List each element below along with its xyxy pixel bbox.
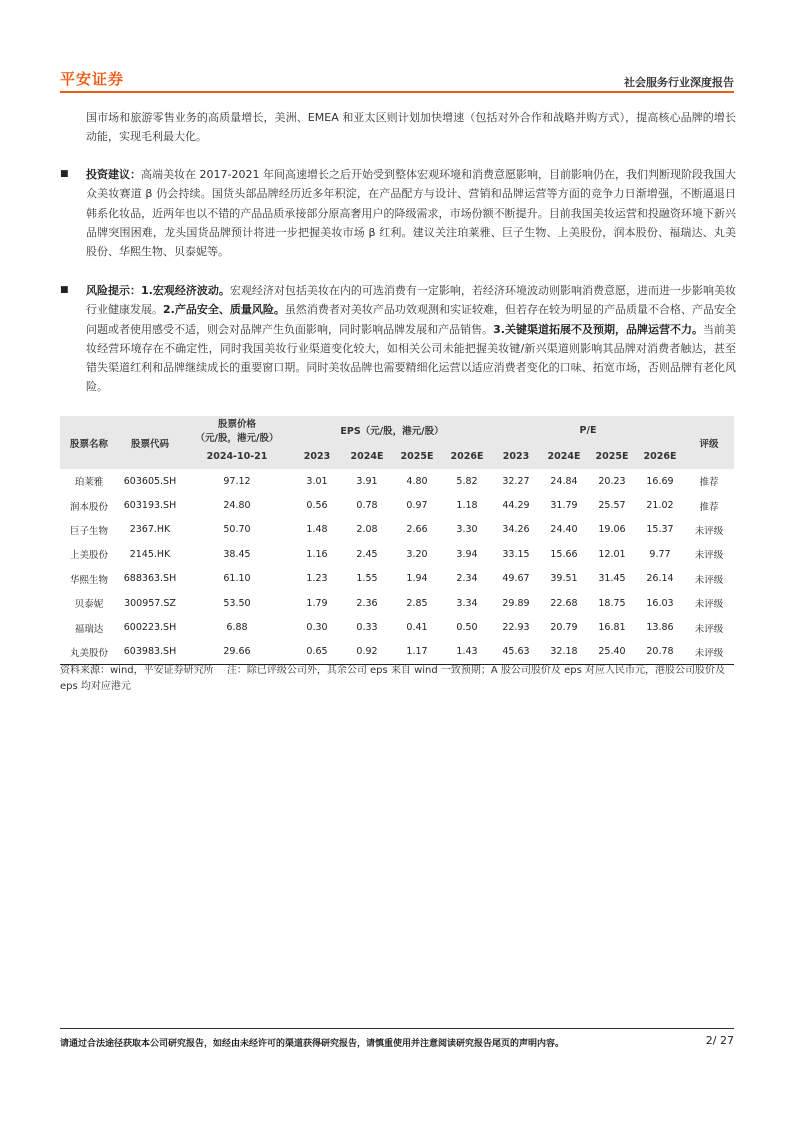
header-pe-year: 2025E bbox=[588, 444, 636, 469]
table-row bbox=[60, 469, 734, 493]
eps-value: 3.94 bbox=[456, 548, 478, 560]
pe-value: 33.15 bbox=[502, 548, 530, 560]
risk-paragraph bbox=[86, 281, 736, 397]
rating: 推荐 bbox=[699, 501, 719, 513]
stock-price: 50.70 bbox=[223, 524, 251, 536]
header-stock-price bbox=[182, 416, 292, 444]
stock-name: 福瑞达 bbox=[74, 623, 104, 635]
table-row bbox=[60, 518, 734, 542]
stock-name: 贝泰妮 bbox=[74, 599, 104, 611]
stock-code: 688363.SH bbox=[123, 573, 177, 585]
table-row bbox=[60, 640, 734, 665]
eps-value: 2.34 bbox=[456, 573, 478, 585]
stock-price: 29.66 bbox=[182, 640, 292, 665]
header-pe: P/E bbox=[492, 416, 684, 444]
pe-value: 16.69 bbox=[646, 475, 674, 487]
eps-value: 1.55 bbox=[356, 573, 378, 585]
footer-divider bbox=[60, 1028, 734, 1029]
pe-value: 25.40 bbox=[588, 640, 636, 665]
pe-value: 9.77 bbox=[649, 548, 671, 560]
pe-value: 34.26 bbox=[502, 524, 530, 536]
stock-code: 600223.SH bbox=[123, 622, 177, 634]
pe-value: 29.89 bbox=[502, 597, 530, 609]
pe-value: 26.14 bbox=[646, 573, 674, 585]
header-pe-year: 2024E bbox=[540, 444, 588, 469]
pe-value: 24.40 bbox=[550, 524, 578, 536]
header-stock-code: 股票代码 bbox=[118, 416, 182, 469]
intro-paragraph: 国市场和旅游零售业务的高质量增长，美洲、EMEA 和亚太区则计划加快增速（包括对外合作和战略并购方式），提高核心品牌的增长动能，实现毛利最大化。 bbox=[86, 111, 736, 144]
stock-price: 61.10 bbox=[223, 573, 251, 585]
risk-label: 风险提示： bbox=[86, 284, 142, 297]
pe-value: 39.51 bbox=[550, 573, 578, 585]
stock-code: 2367.HK bbox=[129, 524, 171, 536]
header-eps-year: 2023 bbox=[292, 444, 342, 469]
pe-value: 31.79 bbox=[550, 500, 578, 512]
table-row bbox=[60, 493, 734, 517]
pe-value: 31.45 bbox=[598, 573, 626, 585]
eps-value: 3.91 bbox=[356, 475, 378, 487]
pe-value: 12.01 bbox=[598, 548, 626, 560]
eps-value: 0.92 bbox=[342, 640, 392, 665]
eps-value: 1.79 bbox=[306, 597, 328, 609]
header-divider bbox=[60, 91, 734, 93]
pe-value: 16.03 bbox=[646, 597, 674, 609]
eps-value: 1.17 bbox=[392, 640, 442, 665]
eps-value: 0.50 bbox=[456, 622, 478, 634]
eps-value: 3.01 bbox=[306, 475, 328, 487]
stock-name: 珀莱雅 bbox=[74, 477, 104, 489]
header-eps-year: 2025E bbox=[392, 444, 442, 469]
header-rating: 评级 bbox=[684, 416, 734, 469]
eps-value: 0.78 bbox=[356, 500, 378, 512]
header-price-unit: （元/股，港元/股） bbox=[195, 433, 279, 444]
pe-value: 20.79 bbox=[550, 622, 578, 634]
pe-value: 16.81 bbox=[598, 622, 626, 634]
eps-value: 3.34 bbox=[456, 597, 478, 609]
pe-value: 49.67 bbox=[502, 573, 530, 585]
stock-name: 巨子生物 bbox=[69, 525, 108, 537]
eps-value: 1.48 bbox=[306, 524, 328, 536]
source-note: 资料来源：wind，平安证券研究所 注：除已评级公司外，其余公司 eps 来自 wind 一致预期；A 股公司股价及 eps 对应人民币元，港股公司股价及 eps 均对应港元 bbox=[60, 665, 725, 692]
rating: 未评级 bbox=[684, 640, 734, 665]
eps-value: 2.85 bbox=[406, 597, 428, 609]
eps-value: 0.41 bbox=[406, 622, 428, 634]
header-eps-year: 2026E bbox=[442, 444, 492, 469]
eps-value: 2.66 bbox=[406, 524, 428, 536]
eps-value: 5.82 bbox=[456, 475, 478, 487]
bullet-icon: ■ bbox=[60, 169, 69, 179]
header-price-date: 2024-10-21 bbox=[182, 444, 292, 469]
pe-value: 20.78 bbox=[636, 640, 684, 665]
risk-2-text: 虽然消费者对美妆产品功效观测和实证较难，但若存在较为明显的产品质量不合格、产品安全问题或者使用感受不适，则会对品牌产生负面影响，同时影响品牌发展和产品销售。 bbox=[86, 303, 737, 336]
stock-code: 300957.SZ bbox=[124, 597, 176, 609]
eps-value: 3.20 bbox=[406, 548, 428, 560]
rating: 未评级 bbox=[694, 525, 724, 537]
risk-3-text: 当前美妆经营环境存在不确定性，同时我国美妆行业渠道变化较大，如相关公司未能把握美妆键/新兴渠道则影响其品牌对消费者触达，甚至错失渠道红利和品牌继续成长的重要窗口期。同时美妆品牌也需要精细化运营以适应消费者变化的口味、拓宽市场，否则品牌有老化风险。 bbox=[86, 322, 737, 394]
eps-value: 1.94 bbox=[406, 573, 428, 585]
pe-value: 20.23 bbox=[598, 475, 626, 487]
company-logo: 平安证券 bbox=[60, 70, 125, 88]
header-pe-year: 2026E bbox=[636, 444, 684, 469]
investment-advice-paragraph bbox=[86, 165, 736, 261]
stock-code: 603605.SH bbox=[123, 475, 177, 487]
eps-value: 0.56 bbox=[306, 500, 328, 512]
header-stock-name: 股票名称 bbox=[60, 416, 118, 469]
stock-name: 上美股份 bbox=[69, 550, 108, 562]
table-body bbox=[60, 469, 734, 665]
table-row bbox=[60, 542, 734, 566]
risk-2-title: 2.产品安全、质量风险。 bbox=[163, 303, 285, 317]
pe-value: 21.02 bbox=[646, 500, 674, 512]
eps-value: 1.23 bbox=[306, 573, 328, 585]
risk-1-text: 宏观经济对包括美妆在内的可选消费有一定影响，若经济环境波动则影响消费意愿，进而进一步影响美妆行业健康发展。 bbox=[86, 284, 736, 317]
eps-value: 0.65 bbox=[292, 640, 342, 665]
risk-3-title: 3.关键渠道拓展不及预期，品牌运营不力。 bbox=[493, 322, 703, 336]
stock-name: 润本股份 bbox=[69, 501, 108, 513]
pe-value: 45.63 bbox=[492, 640, 540, 665]
stock-code: 603983.SH bbox=[118, 640, 182, 665]
footer-disclaimer: 请通过合法途径获取本公司研究报告，如经由未经许可的渠道获得研究报告，请慎重使用并注意阅读研究报告尾页的声明内容。 bbox=[60, 1039, 565, 1049]
valuation-table bbox=[60, 416, 734, 665]
stock-price: 38.45 bbox=[223, 548, 251, 560]
table-row bbox=[60, 615, 734, 639]
eps-value: 4.80 bbox=[406, 475, 428, 487]
pe-value: 32.18 bbox=[540, 640, 588, 665]
pe-value: 15.66 bbox=[550, 548, 578, 560]
table-row bbox=[60, 591, 734, 615]
eps-value: 1.43 bbox=[442, 640, 492, 665]
pe-value: 22.93 bbox=[502, 622, 530, 634]
eps-value: 3.30 bbox=[456, 524, 478, 536]
eps-value: 1.16 bbox=[306, 548, 328, 560]
header-pe-year: 2023 bbox=[492, 444, 540, 469]
pe-value: 32.27 bbox=[502, 475, 530, 487]
stock-price: 97.12 bbox=[223, 475, 251, 487]
pe-value: 24.84 bbox=[550, 475, 578, 487]
rating: 未评级 bbox=[694, 599, 724, 611]
pe-value: 13.86 bbox=[646, 622, 674, 634]
eps-value: 2.08 bbox=[356, 524, 378, 536]
pe-value: 44.29 bbox=[502, 500, 530, 512]
report-category: 社会服务行业深度报告 bbox=[624, 76, 734, 89]
page-number: 2/ 27 bbox=[705, 1034, 734, 1047]
eps-value: 2.45 bbox=[356, 548, 378, 560]
eps-value: 1.18 bbox=[456, 500, 478, 512]
header-eps: EPS（元/股，港元/股） bbox=[292, 416, 492, 444]
eps-value: 0.97 bbox=[406, 500, 428, 512]
header-price-title: 股票价格 bbox=[217, 419, 256, 430]
stock-price: 53.50 bbox=[223, 597, 251, 609]
investment-advice-text: 高端美妆在 2017-2021 年间高速增长之后开始受到整体宏观环境和消费意愿影响，目前影响仍在，我们判断现阶段我国大众美妆赛道 β 仍会持续。国货头部品牌经历近多年积淀，在产品配方与设计、营销和品牌运营等方面的竞争力日渐增强，不断逼退日韩系化妆品，近两年也以不错的产品品质承接部分原高奢用户的降级需求，市场份额不断提升。目前我国美妆运营和投融资环境下新兴品牌突围困难，龙头国货品牌预计将进一步把握美妆市场 β 红利。建议关注珀莱雅、巨子生物、上美股份，润本股份、福瑞达、丸美股份、华熙生物、贝泰妮等。 bbox=[86, 168, 737, 259]
page-header bbox=[60, 64, 734, 92]
stock-name: 华熙生物 bbox=[69, 574, 108, 586]
pe-value: 18.75 bbox=[598, 597, 626, 609]
pe-value: 15.37 bbox=[646, 524, 674, 536]
rating: 未评级 bbox=[694, 550, 724, 562]
rating: 未评级 bbox=[694, 574, 724, 586]
stock-price: 24.80 bbox=[223, 500, 251, 512]
pe-value: 19.06 bbox=[598, 524, 626, 536]
investment-advice-label: 投资建议： bbox=[86, 168, 142, 181]
stock-name: 丸美股份 bbox=[60, 640, 118, 665]
rating: 推荐 bbox=[699, 477, 719, 489]
eps-value: 0.30 bbox=[306, 622, 328, 634]
eps-value: 2.36 bbox=[356, 597, 378, 609]
rating: 未评级 bbox=[694, 623, 724, 635]
pe-value: 22.68 bbox=[550, 597, 578, 609]
stock-code: 603193.SH bbox=[123, 500, 177, 512]
pe-value: 25.57 bbox=[598, 500, 626, 512]
risk-1-title: 1.宏观经济波动。 bbox=[141, 284, 230, 297]
header-eps-year: 2024E bbox=[342, 444, 392, 469]
eps-value: 0.33 bbox=[356, 622, 378, 634]
bullet-icon: ■ bbox=[60, 285, 69, 295]
stock-price: 6.88 bbox=[226, 622, 248, 634]
stock-code: 2145.HK bbox=[129, 548, 171, 560]
table-row bbox=[60, 567, 734, 591]
